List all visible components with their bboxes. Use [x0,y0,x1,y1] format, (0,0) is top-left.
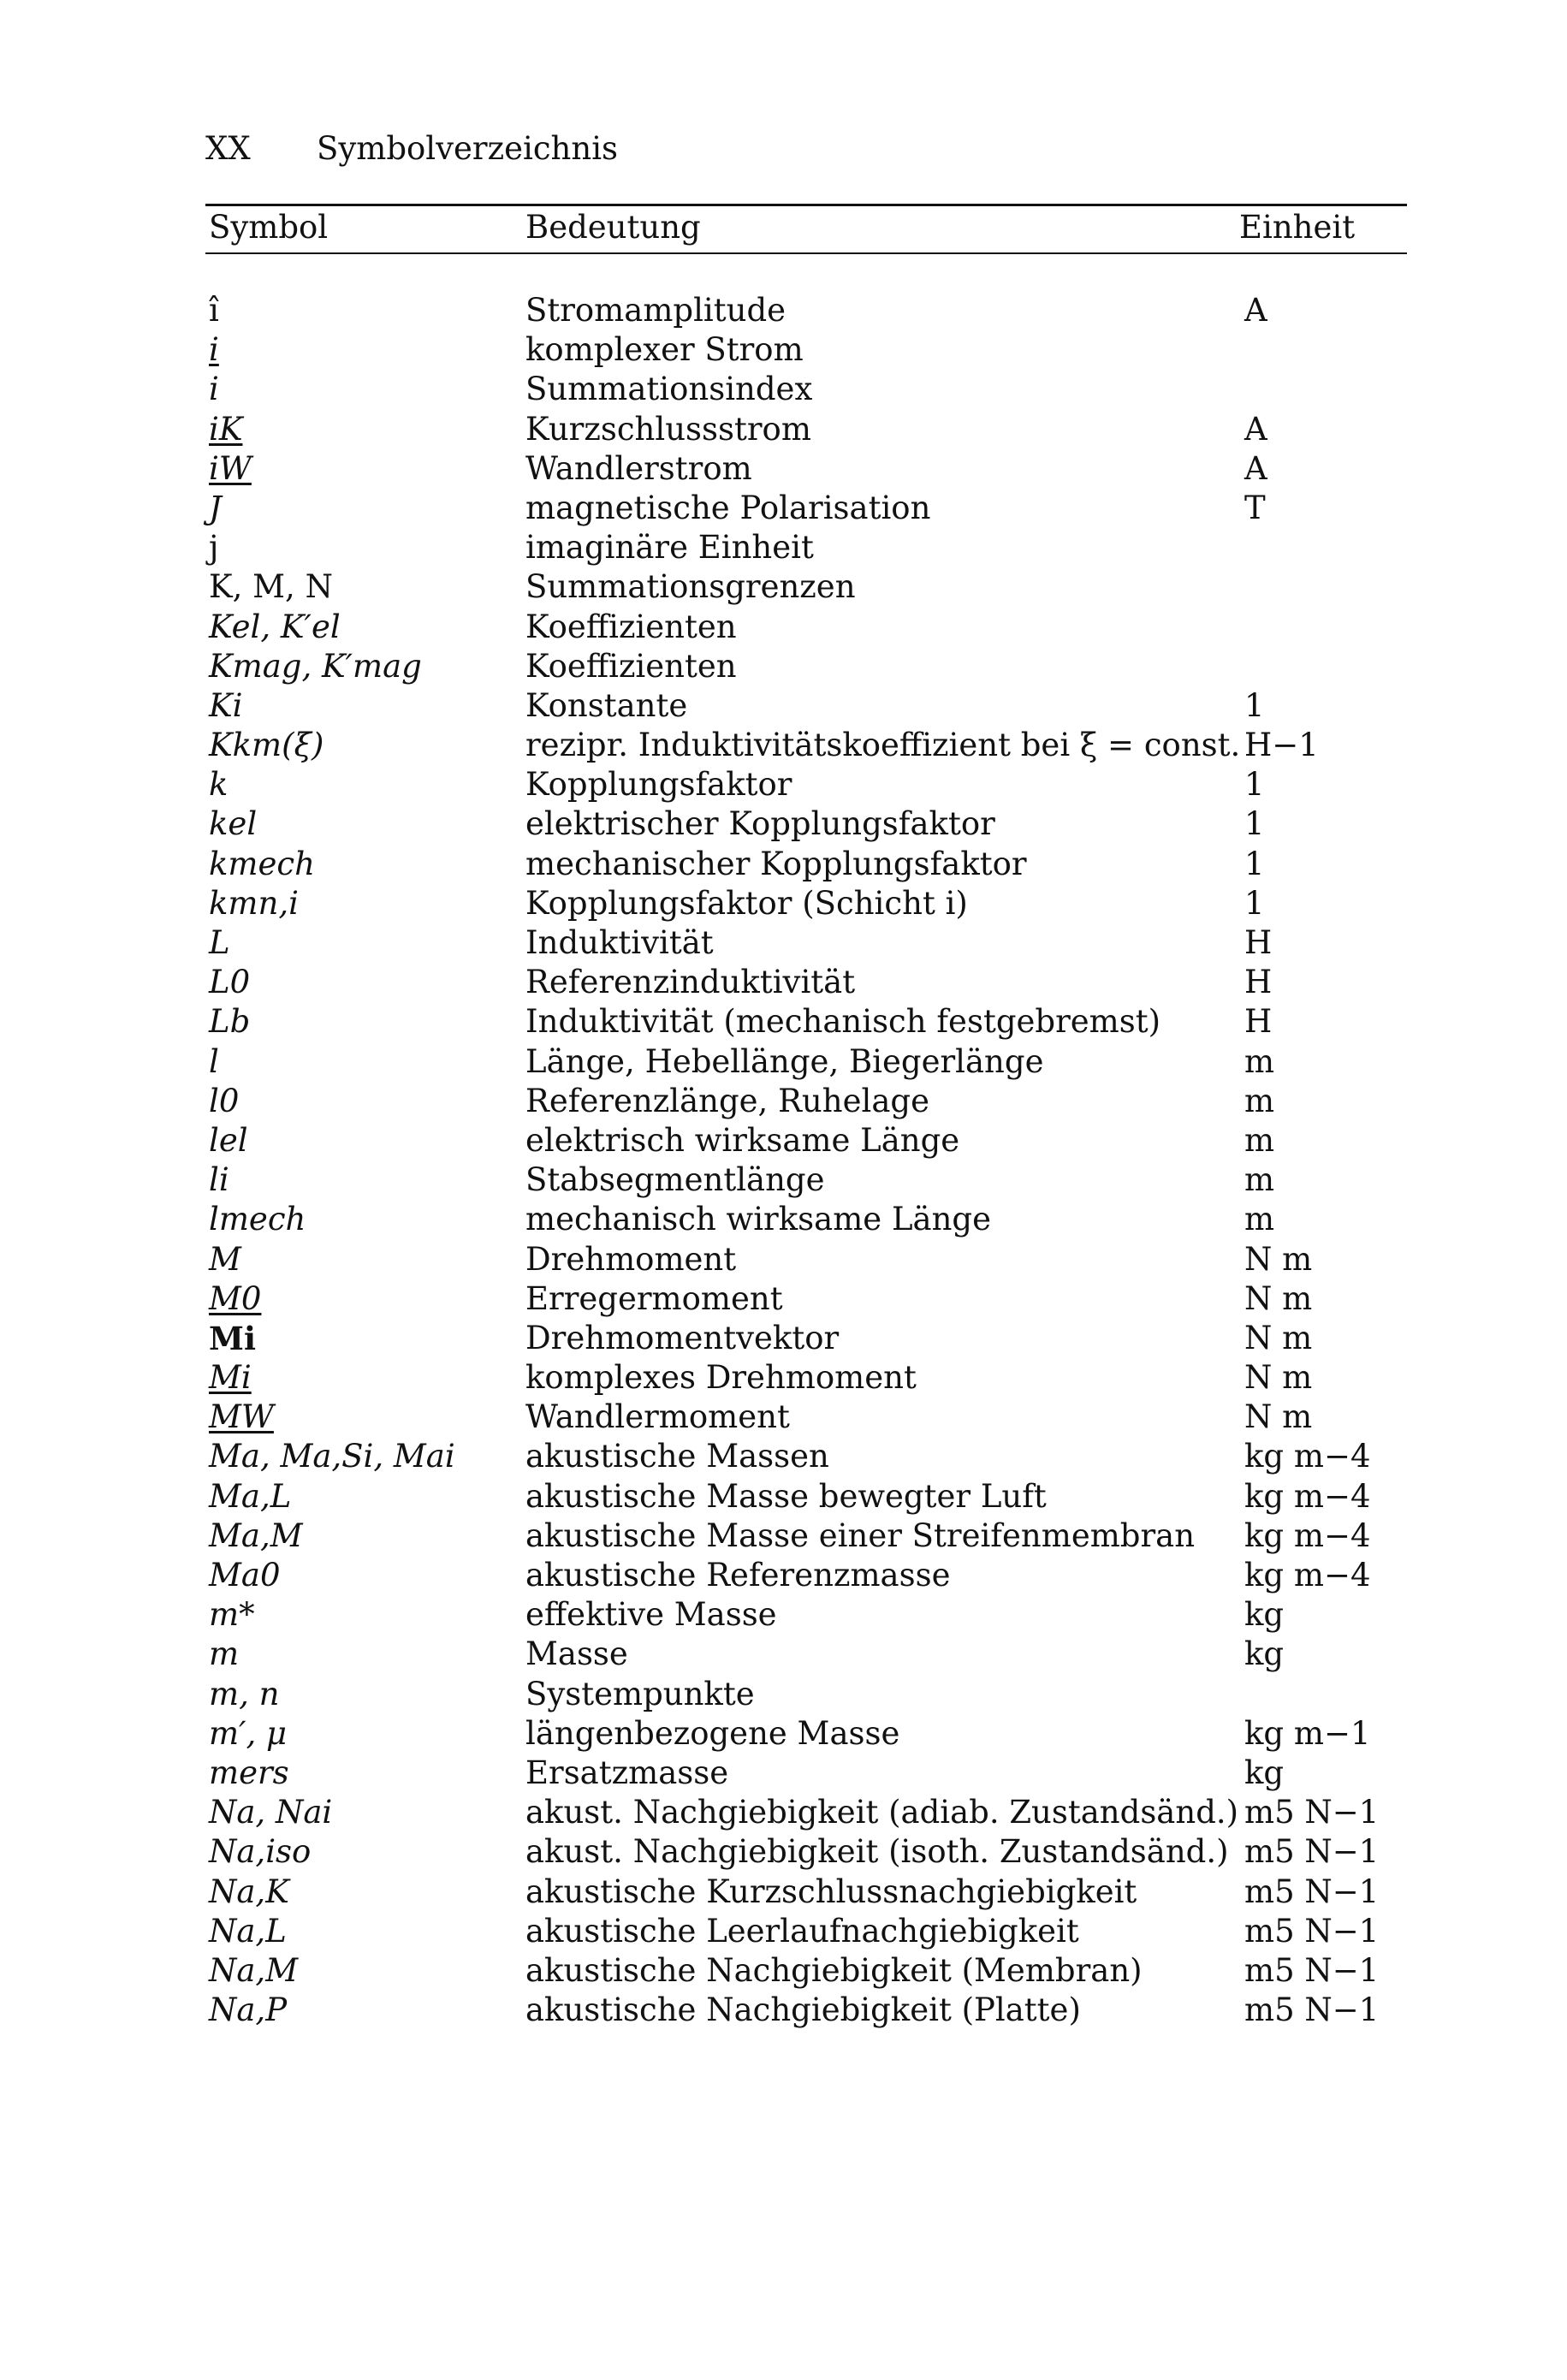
meaning-cell: akustische Kurzschlussnachgiebigkeit [525,1873,1137,1910]
meaning-cell: elektrischer Kopplungsfaktor [525,805,995,843]
symbol-cell: Mi [209,1359,252,1397]
symbol-cell: L [209,924,230,961]
meaning-cell: Drehmomentvektor [525,1319,840,1356]
table-row [0,765,1567,804]
unit-cell: T [1244,489,1266,526]
table-row [0,1991,1567,2030]
meaning-cell: akustische Referenzmasse [525,1557,951,1594]
meaning-cell: akustische Nachgiebigkeit (Membran) [525,1951,1143,1989]
meaning-cell: Induktivität (mechanisch festgebremst) [525,1003,1161,1041]
meaning-cell: Referenzinduktivität [525,964,856,1001]
symbol-cell: Lb [209,1003,251,1041]
meaning-cell: Erregermoment [525,1279,783,1317]
unit-cell: H [1244,1003,1273,1041]
table-row [0,291,1567,330]
meaning-cell: Drehmoment [525,1240,737,1278]
column-header-symbol: Symbol [209,209,329,246]
unit-cell: 1 [1244,845,1265,882]
symbol-cell: Ma,M [209,1516,303,1554]
unit-cell: kg [1244,1596,1285,1634]
unit-cell: m [1244,1201,1275,1238]
meaning-cell: Stromamplitude [525,292,786,329]
meaning-cell: imaginäre Einheit [525,529,814,567]
meaning-cell: akustische Leerlaufnachgiebigkeit [525,1912,1079,1950]
table-row [0,1912,1567,1951]
symbol-cell: i [209,331,219,369]
unit-cell: m5 N−1 [1244,1794,1380,1831]
table-row [0,1160,1567,1200]
symbol-cell: L0 [209,964,251,1001]
table-row [0,1873,1567,1912]
running-header [205,130,618,167]
meaning-cell: komplexer Strom [525,331,804,369]
symbol-cell: Kmag, K′mag [209,647,422,685]
meaning-cell: längenbezogene Masse [525,1714,900,1752]
table-row [0,1358,1567,1398]
symbol-cell: Na,iso [209,1833,312,1871]
symbol-cell: mers [209,1754,289,1791]
table-row [0,963,1567,1002]
unit-cell: N m [1244,1398,1313,1436]
symbol-cell: iK [209,410,243,448]
meaning-cell: mechanisch wirksame Länge [525,1201,991,1238]
unit-cell: N m [1244,1279,1313,1317]
table-row [0,1200,1567,1239]
symbol-cell: Ma0 [209,1557,281,1594]
table-row [0,1398,1567,1437]
meaning-cell: Wandlermoment [525,1398,790,1436]
meaning-cell: Länge, Hebellänge, Biegerlänge [525,1042,1044,1080]
symbol-cell: Mi [209,1319,257,1357]
meaning-cell: Referenzlänge, Ruhelage [525,1082,929,1119]
meaning-cell: Konstante [525,686,688,724]
meaning-cell: akustische Nachgiebigkeit (Platte) [525,1991,1081,2029]
table-row [0,1754,1567,1793]
unit-cell: H−1 [1244,727,1319,764]
column-header-meaning: Bedeutung [525,209,701,246]
meaning-cell: elektrisch wirksame Länge [525,1121,960,1159]
symbol-cell: m* [209,1596,255,1634]
table-row [0,370,1567,409]
meaning-cell: Wandlerstrom [525,449,752,487]
symbol-cell: l [209,1042,219,1080]
table-row [0,1714,1567,1754]
symbol-cell: J [209,489,222,526]
symbol-cell: Na,L [209,1912,287,1950]
meaning-cell: Masse [525,1635,628,1673]
table-row [0,884,1567,923]
table-row [0,647,1567,686]
unit-cell: m [1244,1082,1275,1119]
unit-cell: N m [1244,1319,1313,1356]
symbol-cell: M [209,1240,241,1278]
unit-cell: A [1244,449,1267,487]
symbol-cell: i [209,371,219,408]
table-row [0,608,1567,647]
symbol-cell: Ma, Ma,Si, Mai [209,1438,455,1475]
symbol-cell: li [209,1161,229,1199]
meaning-cell: Stabsegmentlänge [525,1161,825,1199]
table-row [0,1477,1567,1516]
table-row [0,1042,1567,1082]
table-row [0,489,1567,528]
symbol-cell: kel [209,805,258,843]
column-header-unit: Einheit [1239,209,1356,246]
meaning-cell: Kopplungsfaktor (Schicht i) [525,884,968,922]
symbol-cell: iW [209,449,252,487]
unit-cell: m [1244,1042,1275,1080]
symbol-cell: Na,P [209,1991,288,2029]
table-row [0,1556,1567,1595]
unit-cell: N m [1244,1240,1313,1278]
unit-cell: m5 N−1 [1244,1912,1380,1950]
unit-cell: 1 [1244,686,1265,724]
table-row [0,567,1567,607]
table-row [0,686,1567,726]
unit-cell: A [1244,292,1267,329]
symbol-cell: MW [209,1398,274,1436]
symbol-cell: Ki [209,686,243,724]
meaning-cell: komplexes Drehmoment [525,1359,917,1397]
meaning-cell: magnetische Polarisation [525,489,931,526]
table-row [0,1516,1567,1556]
meaning-cell: Kopplungsfaktor [525,766,792,804]
meaning-cell: mechanischer Kopplungsfaktor [525,845,1027,882]
table-row [0,726,1567,765]
table-row [0,1082,1567,1121]
symbol-cell: lel [209,1121,248,1159]
table-header-rule [205,252,1407,254]
table-row [0,1279,1567,1319]
table-row [0,330,1567,370]
unit-cell: 1 [1244,884,1265,922]
meaning-cell: Summationsindex [525,371,813,408]
symbol-cell: kmech [209,845,315,882]
table-row [0,804,1567,844]
meaning-cell: Systempunkte [525,1675,755,1712]
symbol-cell: l0 [209,1082,240,1119]
unit-cell: kg m−4 [1244,1438,1371,1475]
meaning-cell: Ersatzmasse [525,1754,729,1791]
symbol-cell: m′, μ [209,1714,288,1752]
meaning-cell: Summationsgrenzen [525,568,856,606]
symbol-cell: m [209,1635,240,1673]
meaning-cell: Koeffizienten [525,647,737,685]
unit-cell: A [1244,410,1267,448]
unit-cell: kg m−4 [1244,1477,1371,1515]
unit-cell: m5 N−1 [1244,1873,1380,1910]
table-row [0,528,1567,567]
table-row [0,1319,1567,1358]
meaning-cell: akust. Nachgiebigkeit (adiab. Zustandsänd.) [525,1794,1239,1831]
table-row [0,845,1567,884]
symbol-cell: Ma,L [209,1477,292,1515]
table-row [0,410,1567,449]
unit-cell: 1 [1244,766,1265,804]
unit-cell: kg m−4 [1244,1516,1371,1554]
meaning-cell: Koeffizienten [525,608,737,645]
symbol-cell: Na,K [209,1873,289,1910]
table-row [0,1121,1567,1160]
unit-cell: kg m−1 [1244,1714,1371,1752]
meaning-cell: akustische Masse bewegter Luft [525,1477,1047,1515]
symbol-cell: m, n [209,1675,280,1712]
meaning-cell: akustische Massen [525,1438,829,1475]
unit-cell: N m [1244,1359,1313,1397]
symbol-cell: j [209,529,219,567]
meaning-cell: rezipr. Induktivitätskoeffizient bei ξ = const. [525,727,1241,764]
symbol-cell: Na, Nai [209,1794,333,1831]
table-row [0,1437,1567,1476]
unit-cell: m5 N−1 [1244,1991,1380,2029]
symbol-cell: kmn,i [209,884,299,922]
meaning-cell: akustische Masse einer Streifenmembran [525,1516,1196,1554]
unit-cell: kg [1244,1635,1285,1673]
table-row [0,1635,1567,1674]
meaning-cell: akust. Nachgiebigkeit (isoth. Zustandsänd.) [525,1833,1229,1871]
symbol-cell: k [209,766,229,804]
unit-cell: m [1244,1161,1275,1199]
symbol-table [0,291,1567,2030]
table-row [0,1832,1567,1872]
symbol-cell: î [209,292,219,329]
unit-cell: H [1244,964,1273,1001]
symbol-cell: lmech [209,1201,306,1238]
unit-cell: 1 [1244,805,1265,843]
table-row [0,1675,1567,1714]
unit-cell: m [1244,1121,1275,1159]
table-top-rule [205,204,1407,206]
unit-cell: kg m−4 [1244,1557,1371,1594]
table-row [0,1951,1567,1991]
unit-cell: H [1244,924,1273,961]
table-row [0,1595,1567,1635]
unit-cell: kg [1244,1754,1285,1791]
unit-cell: m5 N−1 [1244,1951,1380,1989]
unit-cell: m5 N−1 [1244,1833,1380,1871]
symbol-cell: Kkm(ξ) [209,727,324,764]
meaning-cell: effektive Masse [525,1596,777,1634]
table-row [0,1793,1567,1832]
symbol-cell: Na,M [209,1951,299,1989]
table-row [0,1002,1567,1042]
symbol-cell: K, M, N [209,568,333,606]
symbol-cell: M0 [209,1279,262,1317]
table-row [0,923,1567,963]
meaning-cell: Induktivität [525,924,714,961]
table-row [0,1240,1567,1279]
page-number: XX [205,130,251,167]
symbol-cell: Kel, K′el [209,608,341,645]
page-title: Symbolverzeichnis [317,130,619,167]
table-row [0,449,1567,489]
meaning-cell: Kurzschlussstrom [525,410,811,448]
